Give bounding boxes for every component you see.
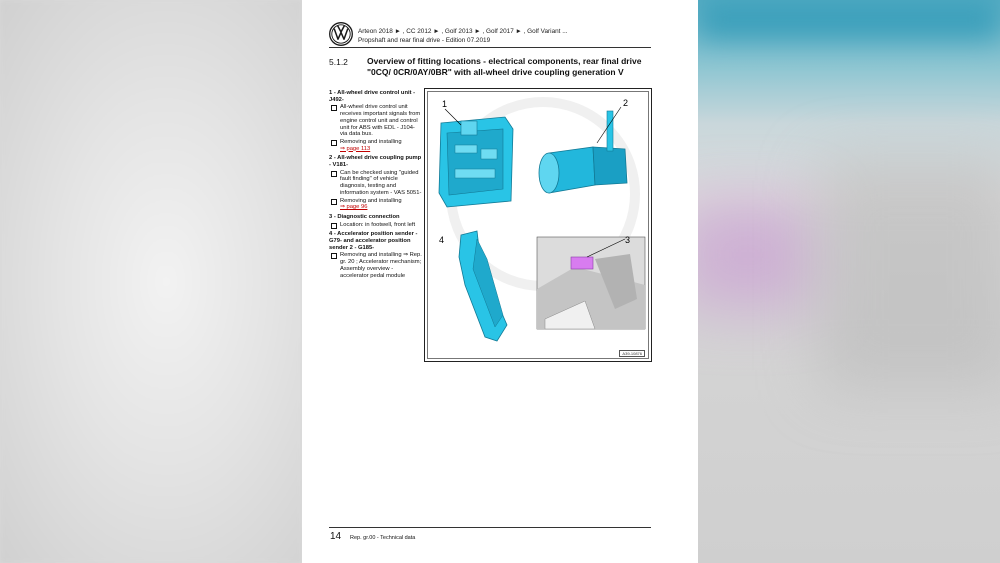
legend-item — [329, 90, 423, 152]
header-models: Arteon 2018 ► , CC 2012 ► , Golf 2013 ► , Golf 2017 ► , Golf Variant ... — [358, 28, 568, 35]
legend-item — [329, 155, 423, 211]
legend-bullet: Can be checked using "guided fault finding" of vehicle diagnosis, testing and information system - VAS 5051- — [331, 170, 423, 197]
footer-rule — [329, 527, 651, 528]
page-link[interactable]: ⇒ page 96 — [340, 204, 368, 211]
callout-1: 1 — [442, 99, 448, 109]
figure-illustration — [425, 89, 651, 361]
checkbox-bullet-icon — [331, 140, 337, 146]
component-figure — [424, 88, 652, 362]
callout-3: 3 — [625, 235, 631, 245]
vw-logo-icon — [329, 22, 353, 46]
page-header — [329, 21, 651, 49]
checkbox-bullet-icon — [331, 199, 337, 205]
legend-bullet: Removing and installing ⇒ Rep. gr. 20 ; Accelerator mechanism; Assembly overview - accelerator pedal module — [331, 252, 423, 279]
legend-bullet: All-wheel drive control unit receives important signals from engine control unit and control unit for ABS with EDL - J104- via data bus. — [331, 104, 423, 138]
figure-id: A39-10876 — [619, 350, 645, 357]
legend-item-heading: 4 - Accelerator position sender - G79- and accelerator position sender 2 - G185- — [329, 231, 418, 251]
page-link[interactable]: ⇒ page 113 — [340, 145, 371, 152]
page-number: 14 — [330, 531, 342, 542]
checkbox-bullet-icon — [331, 223, 337, 229]
manual-page — [302, 0, 698, 563]
accelerator-pedal-illustration — [459, 231, 507, 341]
legend-list — [329, 87, 423, 279]
checkbox-bullet-icon — [331, 105, 337, 111]
legend-item-heading: 1 - All-wheel drive control unit - J492- — [329, 90, 416, 103]
checkbox-bullet-icon — [331, 171, 337, 177]
legend-item-heading: 3 - Diagnostic connection — [329, 213, 400, 220]
header-subtitle: Propshaft and rear final drive - Edition 07.2019 — [358, 37, 491, 44]
section-number: 5.1.2 — [329, 57, 348, 67]
legend-item — [329, 231, 423, 279]
control-unit-illustration — [439, 109, 513, 207]
footwell-illustration — [537, 237, 645, 329]
footer-text: Rep. gr.00 - Technical data — [350, 535, 416, 541]
blurred-background-left — [0, 0, 302, 563]
legend-item-heading: 2 - All-wheel drive coupling pump - V181- — [329, 155, 422, 169]
checkbox-bullet-icon — [331, 253, 337, 259]
legend-bullet: Location: in footwell, front left — [331, 222, 423, 229]
coupling-pump-illustration — [539, 107, 627, 193]
legend-bullet: Removing and installing ⇒ page 96 — [331, 198, 423, 211]
section-title: Overview of fitting locations - electrical components, rear final drive "0CQ/ 0CR/0AY/0BR" with all-wheel drive coupling generation V — [367, 56, 642, 77]
header-rule — [329, 47, 651, 48]
callout-2: 2 — [623, 98, 629, 108]
blurred-background-right — [698, 0, 1000, 563]
legend-bullet: Removing and installing ⇒ page 113 — [331, 139, 423, 152]
callout-4: 4 — [439, 235, 445, 245]
legend-item — [329, 214, 423, 228]
